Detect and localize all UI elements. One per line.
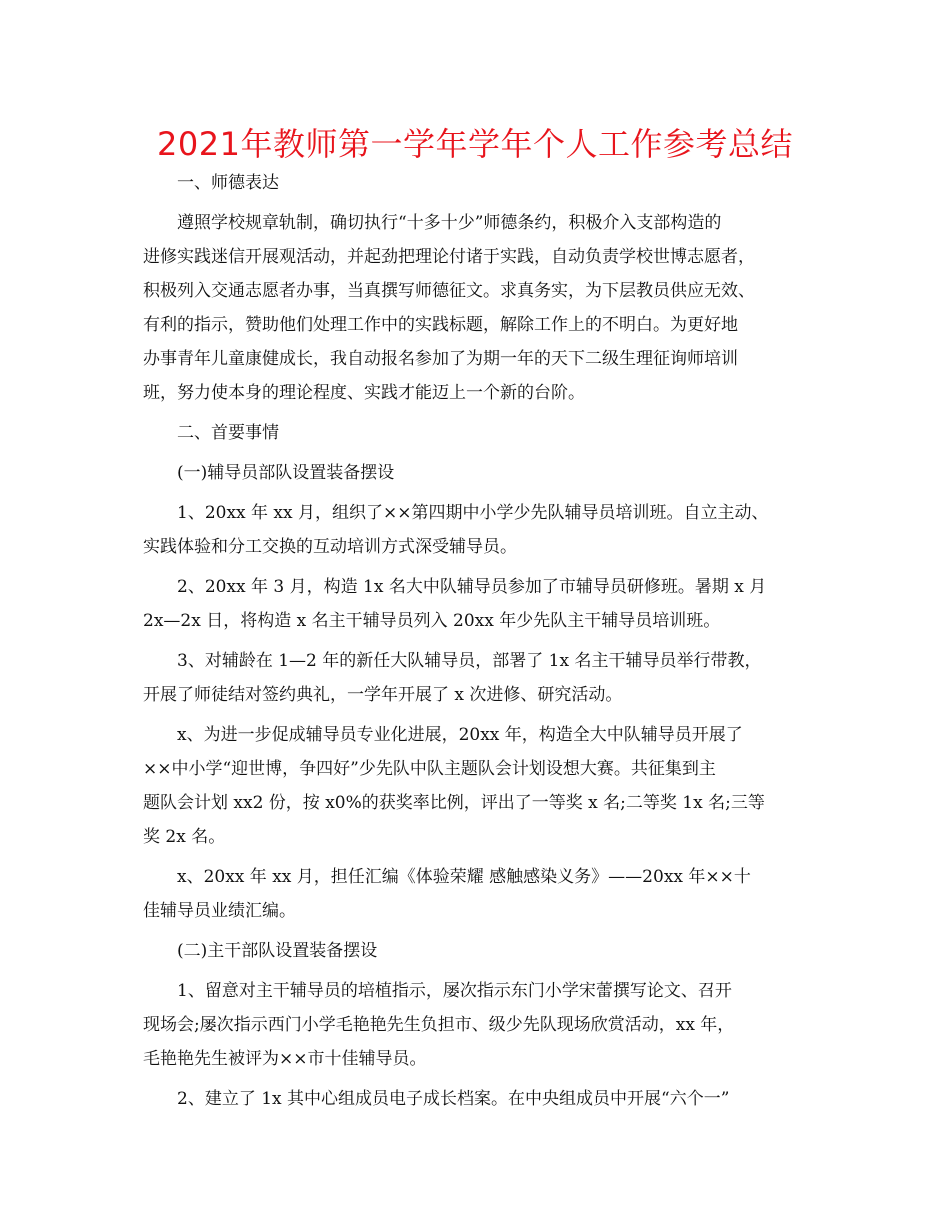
paragraph [143,718,808,854]
text-line: 开展了师徒结对签约典礼，一学年开展了 x 次进修、研究活动。 [143,685,623,705]
text-line: 遵照学校规章轨制，确切执行“十多十少”师德条约，积极介入支部构造的 [177,213,722,233]
text-line: 进修实践迷信开展观活动，并起劲把理论付诸于实践，自动负责学校世博志愿者， [143,247,755,267]
text-line: 3、对辅龄在 1—2 年的新任大队辅导员，部署了 1x 名主干辅导员举行带教， [177,651,762,671]
text-line: 佳辅导员业绩汇编。 [143,901,296,921]
text-line: x、20xx 年 xx 月，担任汇编《体验荣耀 感触感染义务》——20xx 年××十 [177,867,751,887]
text-line: 有利的指示，赞助他们处理工作中的实践标题，解除工作上的不明白。为更好地 [143,315,738,335]
text-line: 1、留意对主干辅导员的培植指示，屡次指示东门小学宋蕾撰写论文、召开 [177,981,732,1001]
section-heading [143,166,808,200]
document-body [143,166,808,1116]
text-line: 1、20xx 年 xx 月，组织了××第四期中小学少先队辅导员培训班。自立主动、 [177,503,769,523]
text-line: 2、建立了 1x 其中心组成员电子成长档案。在中央组成员中开展“六个一” [177,1089,730,1109]
subsection-heading [143,456,808,490]
text-line: 2、20xx 年 3 月，构造 1x 名大中队辅导员参加了市辅导员研修班。暑期 x 月 [177,577,767,597]
text-line: 班，努力使本身的理论程度、实践才能迈上一个新的台阶。 [143,383,585,403]
section-heading [143,416,808,450]
text-line: (一)辅导员部队设置装备摆设 [177,463,395,483]
paragraph [143,496,808,564]
text-line: 现场会;屡次指示西门小学毛艳艳先生负担市、级少先队现场欣赏活动，xx 年， [143,1015,735,1035]
paragraph [143,1082,808,1116]
text-line: 2x—2x 日，将构造 x 名主干辅导员列入 20xx 年少先队主干辅导员培训班。 [143,611,721,631]
text-line: 一、师德表达 [177,173,279,193]
text-line: ××中小学“迎世博，争四好”少先队中队主题队会计划设想大赛。共征集到主 [143,759,716,779]
paragraph [143,206,808,410]
text-line: (二)主干部队设置装备摆设 [177,941,378,961]
paragraph [143,570,808,638]
text-line: 奖 2x 名。 [143,827,226,847]
paragraph [143,860,808,928]
paragraph [143,644,808,712]
document-title: 2021年教师第一学年学年个人工作参考总结 [157,125,793,163]
text-line: 办事青年儿童康健成长，我自动报名参加了为期一年的天下二级生理征询师培训 [143,349,738,369]
text-line: 毛艳艳先生被评为××市十佳辅导员。 [143,1049,427,1069]
paragraph [143,974,808,1076]
text-line: 积极列入交通志愿者办事，当真撰写师德征文。求真务实，为下层教员供应无效、 [143,281,755,301]
text-line: x、为进一步促成辅导员专业化进展，20xx 年，构造全大中队辅导员开展了 [177,725,743,745]
text-line: 题队会计划 xx2 份，按 x0%的获奖率比例，评出了一等奖 x 名;二等奖 1x 名;三等 [143,793,765,813]
text-line: 实践体验和分工交换的互动培训方式深受辅导员。 [143,537,517,557]
subsection-heading [143,934,808,968]
text-line: 二、首要事情 [177,423,279,443]
